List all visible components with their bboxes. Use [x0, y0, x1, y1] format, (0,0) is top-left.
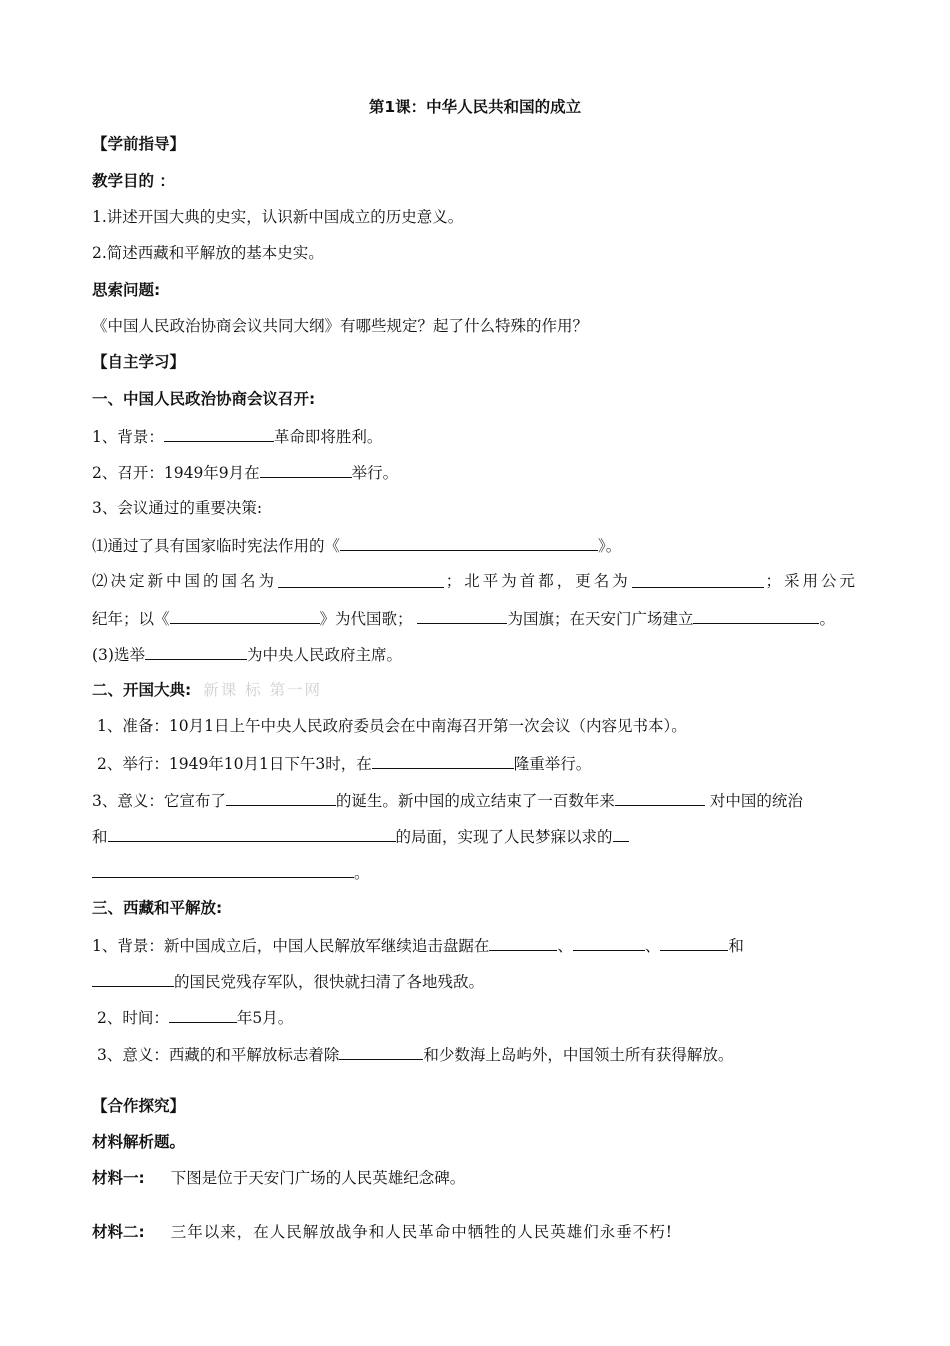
goals-label: 教学目的 ： — [92, 172, 175, 190]
section-preview-heading: 【学前指导】 — [92, 135, 186, 153]
blank-line — [632, 570, 764, 588]
watermark-text: 新课 标 第一网 — [203, 681, 323, 699]
material-1-text: 下图是位于天安门广场的人民英雄纪念碑。 — [170, 1169, 466, 1187]
material-2 — [92, 1221, 858, 1243]
blank-line — [339, 1042, 423, 1060]
ceremony-significance-2: 和 的局面，实现了人民梦寐以求的 — [92, 824, 858, 848]
blank-line — [226, 788, 336, 806]
page-title: 第1课：中华人民共和国的成立 — [368, 98, 582, 116]
ceremony-preparation: 1、准备：10月1日上午中央人民政府委员会在中南海召开第一次会议（内容见书本）。 — [97, 717, 687, 735]
blank-line — [615, 788, 705, 806]
blank-line — [372, 751, 514, 769]
blank-line — [278, 570, 444, 588]
ceremony-held: 2、举行：1949年10月1日下午3时，在 隆重举行。 — [97, 751, 858, 775]
blank-line — [169, 1005, 237, 1023]
blank-line — [417, 606, 507, 624]
blank-line — [660, 933, 728, 951]
blank-line — [164, 424, 274, 442]
ceremony-significance-1: 3、意义：它宣布了 的诞生。新中国的成立结束了一百数年来 对中国的统治 — [92, 788, 858, 812]
material-analysis-title: 材料解析题。 — [92, 1133, 186, 1151]
material-2-text: 三年以来，在人民解放战争和人民革命中牺牲的人民英雄们永垂不朽! — [170, 1223, 673, 1241]
material-1 — [92, 1167, 858, 1189]
blank-line — [613, 824, 629, 842]
decision-2-line-1: ⑵决定新中国的国名为 ；北平为首都，更名为 ；采用公元 — [92, 572, 858, 590]
tibet-significance: 3、意义：西藏的和平解放标志着除 和少数海上岛屿外，中国领土所有获得解放。 — [97, 1042, 858, 1066]
tibet-background-2: 的国民党残存军队，很快就扫清了各地残敌。 — [92, 969, 858, 993]
blank-line — [573, 933, 645, 951]
decision-3: (3)选举 为中央人民政府主席。 — [92, 642, 858, 666]
think-question: 《中国人民政治协商会议共同大纲》有哪些规定？起了什么特殊的作用？ — [92, 317, 589, 335]
blank-line — [92, 860, 354, 878]
heading-founding-ceremony: 二、开国大典: 新课 标 第一网 — [92, 681, 323, 699]
tibet-background-1: 1、背景：新中国成立后，中国人民解放军继续追击盘踞在 、 、 和 — [92, 933, 858, 957]
material-2-label: 材料二: — [92, 1223, 145, 1241]
decision-2-line-2: 纪年；以《 》为代国歌； 为国旗；在天安门广场建立 。 — [92, 606, 858, 630]
decision-1: ⑴通过了具有国家临时宪法作用的《 》。 — [92, 533, 858, 557]
blank-line — [260, 460, 352, 478]
ceremony-significance-3: 。 — [92, 860, 858, 884]
goal-item-2: 2.简述西藏和平解放的基本史实。 — [92, 244, 324, 262]
section-self-study-heading: 【自主学习】 — [92, 353, 186, 371]
heading-tibet: 三、西藏和平解放: — [92, 899, 223, 917]
blank-line — [340, 533, 598, 551]
blank-line — [170, 606, 320, 624]
goal-item-1: 1.讲述开国大典的史实，认识新中国成立的历史意义。 — [92, 208, 464, 226]
blank-line — [145, 642, 247, 660]
blank-line — [92, 969, 174, 987]
blank-line — [489, 933, 557, 951]
heading-cppcc: 一、中国人民政治协商会议召开: — [92, 390, 316, 408]
material-1-label: 材料一: — [92, 1169, 145, 1187]
cppcc-decisions-label: 3、会议通过的重要决策: — [92, 499, 263, 517]
cppcc-convening: 2、召开：1949年9月在 举行。 — [92, 460, 858, 484]
cppcc-background: 1、背景： 革命即将胜利。 — [92, 424, 858, 448]
blank-line — [693, 606, 819, 624]
tibet-time: 2、时间： 年5月。 — [97, 1005, 858, 1029]
section-cooperation-heading: 【合作探究】 — [92, 1097, 186, 1115]
think-label: 思索问题: — [92, 281, 161, 299]
blank-line — [108, 824, 396, 842]
